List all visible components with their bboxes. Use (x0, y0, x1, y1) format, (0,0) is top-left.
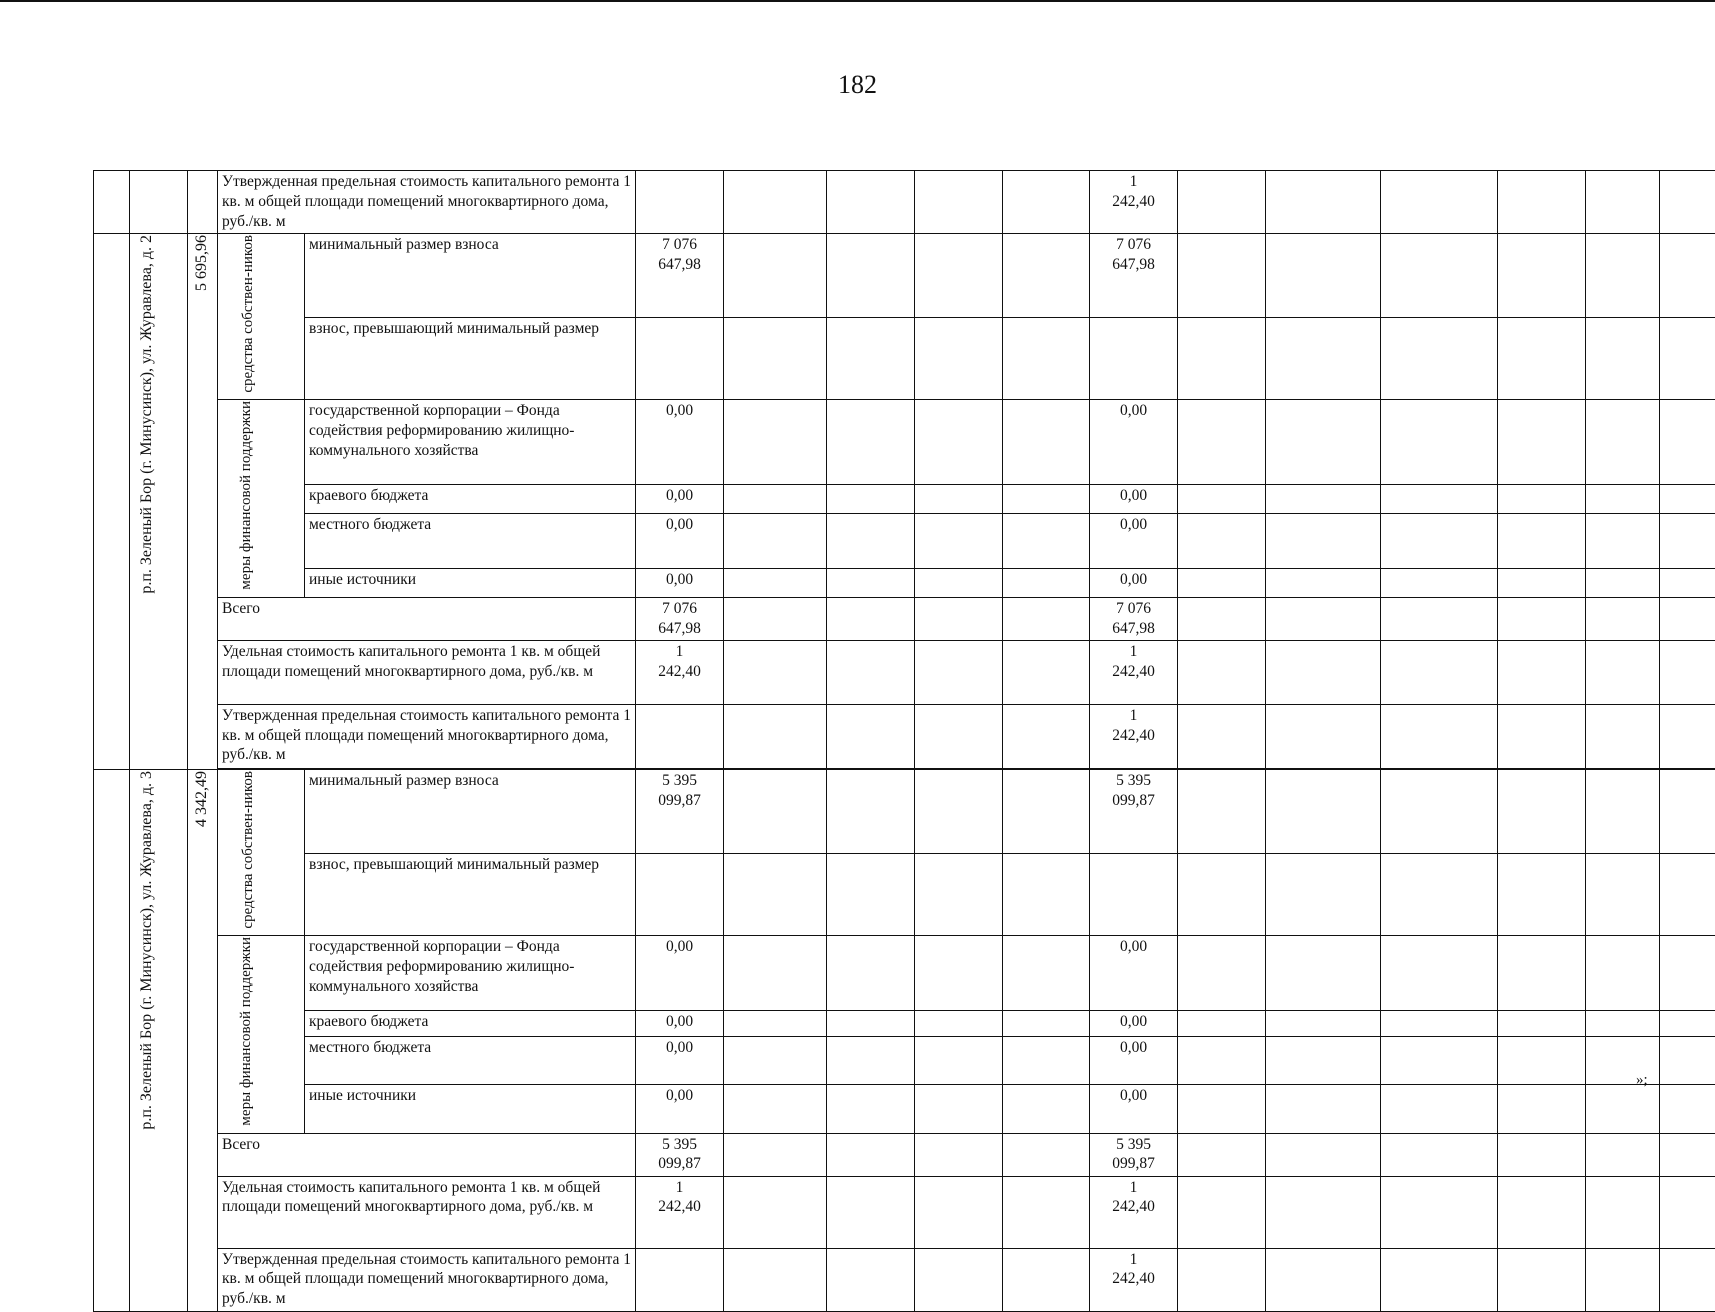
row-label-local: местного бюджета (305, 514, 636, 569)
min-contribution-value: 7 076 647,98 (1090, 234, 1178, 318)
group-owners-funds: средства собствен-ников (218, 234, 305, 400)
other-value: 0,00 (636, 1085, 724, 1133)
row-label-excess-contribution: взнос, превышающий минимальный размер (305, 854, 636, 936)
table-row (94, 514, 1715, 569)
other-value: 0,00 (1090, 1085, 1178, 1133)
table-row (94, 640, 1715, 704)
empty-cell (188, 171, 218, 234)
house-2-area: 4 342,49 (188, 769, 218, 1311)
row-label-regional: краевого бюджета (305, 1011, 636, 1037)
fund-value: 0,00 (1090, 400, 1178, 485)
table-row (94, 485, 1715, 514)
row-label-approved-limit: Утвержденная предельная стоимость капитального ремонта 1 кв. м общей площади помещений многоквартирного дома, руб./кв. м (218, 1248, 636, 1311)
unit-cost-value: 1 242,40 (636, 640, 724, 704)
total-cell (636, 171, 724, 234)
table-row (94, 704, 1715, 768)
row-label-other: иные источники (305, 568, 636, 597)
page-number: 182 (0, 70, 1715, 100)
empty-cell (130, 171, 188, 234)
table-row (94, 318, 1715, 400)
row-label-unit-cost: Удельная стоимость капитального ремонта 1 кв. м общей площади помещений многоквартирного дома, руб./кв. м (218, 1176, 636, 1248)
min-contribution-value: 5 395 099,87 (1090, 769, 1178, 853)
table-row (94, 400, 1715, 485)
group-support-measures: меры финансовой поддержки (218, 936, 305, 1133)
total-value: 7 076 647,98 (636, 597, 724, 640)
house-1-area: 5 695,96 (188, 234, 218, 770)
fund-value: 0,00 (636, 400, 724, 485)
local-value: 0,00 (1090, 514, 1178, 569)
total-value: 5 395 099,87 (636, 1133, 724, 1176)
table-row (94, 171, 1715, 234)
approved-limit-value: 1 242,40 (1090, 1248, 1178, 1311)
table-row (94, 1248, 1715, 1311)
table-row (94, 854, 1715, 936)
other-value: 0,00 (1090, 568, 1178, 597)
row-label-local: местного бюджета (305, 1037, 636, 1085)
unit-cost-value: 1 242,40 (1090, 1176, 1178, 1248)
min-contribution-value: 7 076 647,98 (636, 234, 724, 318)
table-row (94, 1011, 1715, 1037)
row-label-approved-limit: Утвержденная предельная стоимость капитального ремонта 1 кв. м общей площади помещений многоквартирного дома, руб./кв. м (218, 704, 636, 768)
group-support-measures: меры финансовой поддержки (218, 400, 305, 597)
table-row (94, 568, 1715, 597)
total-value: 7 076 647,98 (1090, 597, 1178, 640)
table-row (94, 936, 1715, 1011)
regional-value: 0,00 (1090, 485, 1178, 514)
table-row (94, 1085, 1715, 1133)
row-label-excess-contribution: взнос, превышающий минимальный размер (305, 318, 636, 400)
row-label-fund: государственной корпорации – Фонда содействия реформированию жилищно-коммунального хозяйства (305, 400, 636, 485)
row-label-total: Всего (218, 597, 636, 640)
fund-value: 0,00 (1090, 936, 1178, 1011)
row-label-total: Всего (218, 1133, 636, 1176)
closing-quote-mark: »; (1636, 1072, 1648, 1089)
empty-cell (94, 171, 130, 234)
table-row (94, 1133, 1715, 1176)
local-value: 0,00 (636, 1037, 724, 1085)
row-label-min-contribution: минимальный размер взноса (305, 769, 636, 853)
financing-table (93, 170, 1715, 1312)
total-value: 5 395 099,87 (1090, 1133, 1178, 1176)
house-1-address: р.п. Зеленый Бор (г. Минусинск), ул. Журавлева, д. 2 (130, 234, 188, 770)
row-label-other: иные источники (305, 1085, 636, 1133)
table-row (94, 597, 1715, 640)
regional-value: 0,00 (636, 1011, 724, 1037)
table-row (94, 1176, 1715, 1248)
row-label-regional: краевого бюджета (305, 485, 636, 514)
approved-limit-value: 1 242,40 (1090, 704, 1178, 768)
table-row (94, 234, 1715, 318)
unit-cost-value: 1 242,40 (636, 1176, 724, 1248)
local-value: 0,00 (1090, 1037, 1178, 1085)
row-label-fund: государственной корпорации – Фонда содействия реформированию жилищно-коммунального хозяйства (305, 936, 636, 1011)
top-rule (0, 0, 1715, 2)
other-value: 0,00 (636, 568, 724, 597)
empty-cell (94, 769, 130, 1311)
regional-value: 0,00 (1090, 1011, 1178, 1037)
house-2-address: р.п. Зеленый Бор (г. Минусинск), ул. Журавлева, д. 3 (130, 769, 188, 1311)
table-row (94, 1037, 1715, 1085)
row-label-unit-cost: Удельная стоимость капитального ремонта 1 кв. м общей площади помещений многоквартирного дома, руб./кв. м (218, 640, 636, 704)
empty-cell (94, 234, 130, 770)
row-label-min-contribution: минимальный размер взноса (305, 234, 636, 318)
fund-value: 0,00 (636, 936, 724, 1011)
group-owners-funds: средства собствен-ников (218, 769, 305, 935)
table-row (94, 769, 1715, 853)
local-value: 0,00 (636, 514, 724, 569)
unit-cost-value: 1 242,40 (1090, 640, 1178, 704)
row-label-approved-limit: Утвержденная предельная стоимость капитального ремонта 1 кв. м общей площади помещений многоквартирного дома, руб./кв. м (218, 171, 636, 234)
regional-value: 0,00 (636, 485, 724, 514)
approved-limit-value: 1 242,40 (1090, 171, 1178, 234)
min-contribution-value: 5 395 099,87 (636, 769, 724, 853)
